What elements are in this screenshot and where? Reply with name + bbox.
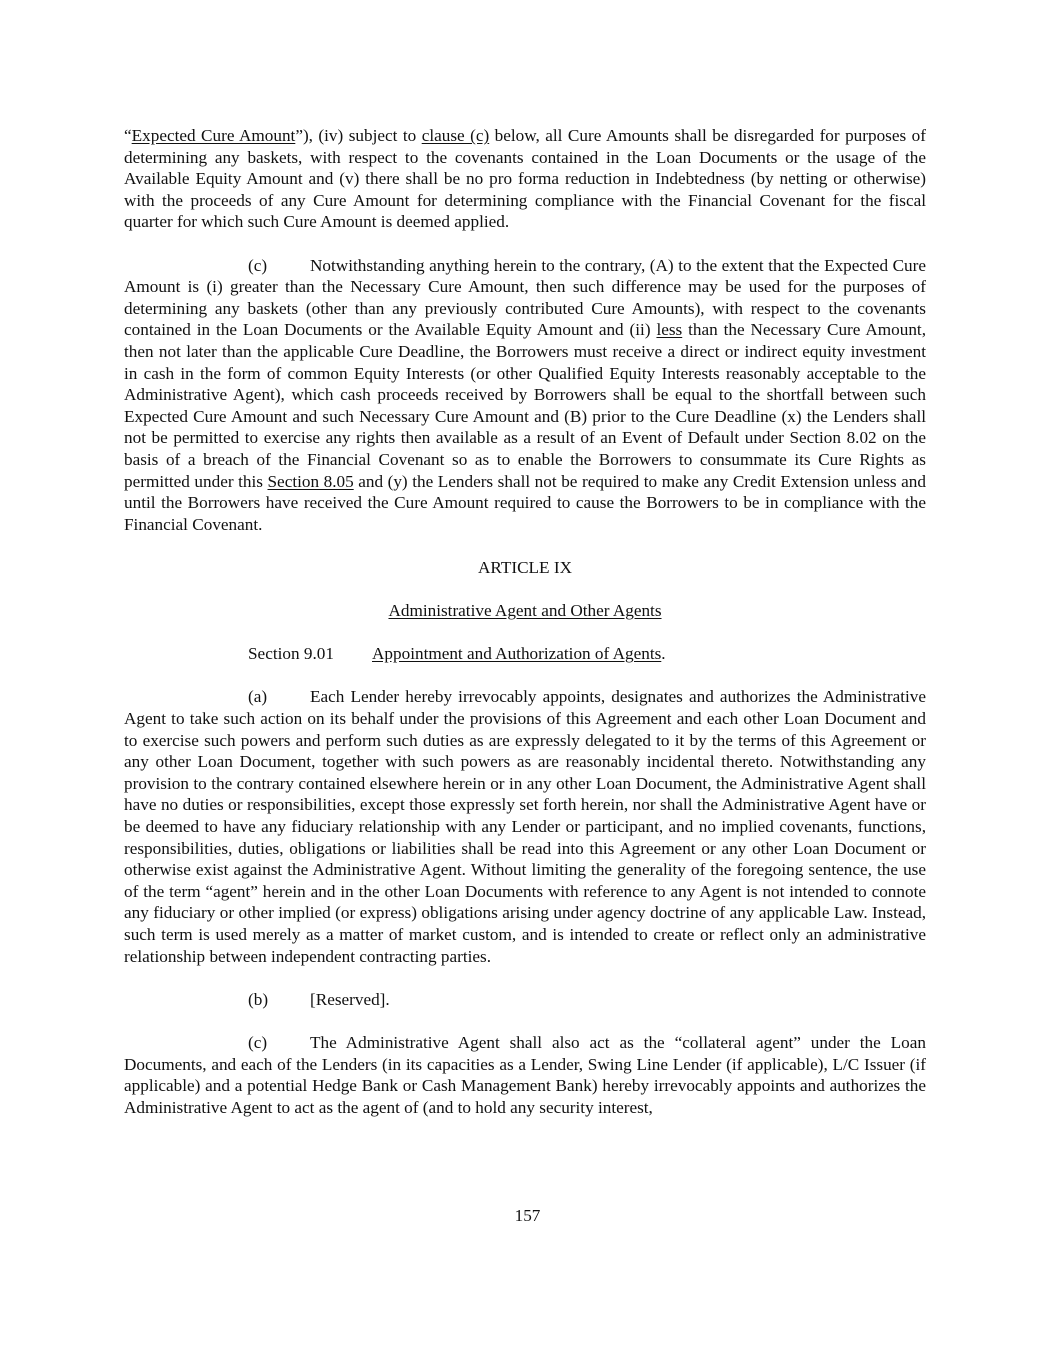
clause-c-reference: clause (c): [421, 126, 490, 145]
paragraph-label-a: (a): [248, 687, 268, 707]
section-heading: Section 9.01 Appointment and Authorization of Agents.: [248, 644, 666, 664]
section-title: Appointment and Authorization of Agents: [372, 644, 662, 664]
section-8-05-reference: Section 8.05: [267, 471, 354, 491]
paragraph-label-b: (b): [248, 989, 269, 1009]
paragraph-a-appointment: (a) Each Lender hereby irrevocably appoints, designates and authorizes the Administrative Agent to take such action on its behalf under the provisions of this Agreement and each other Loan Document and to exercise such powers and perform such duties as are expressly delegated to it by the terms of this Agreement or any other Loan Document, together with such powers as are reasonably incidental thereto. Notwithstanding any provision to the contrary contained elsewhere herein or in any other Loan Document, the Administrative Agent shall have no duties or responsibilities, except those expressly set forth herein, nor shall the Administrative Agent have or be deemed to have any fiduciary relationship with any Lender or participant, and no implied covenants, functions, responsibilities, duties, obligations or liabilities shall be read into this Agreement or any other Loan Document or otherwise exist against the Administrative Agent. Without limiting the generality of the foregoing sentence, the use of the term “agent” herein and in the other Loan Documents with reference to any Agent is not intended to connote any fiduciary or other implied (or express) obligations arising under agency doctrine of any applicable Law. Instead, such term is used merely as a matter of market custom, and is intended to create or reflect only an administrative relationship between independent contracting parties.: [124, 687, 926, 966]
paragraph-cure-amount-continuation: “Expected Cure Amount”), (iv) subject to clause (c) below, all Cure Amounts shall be disregarded for purposes of determining any baskets, with respect to the covenants contained in the Loan Documents or the usage of the Available Equity Amount and (v) there shall be no pro forma reduction in Indebtedness (by netting or otherwise) with the proceeds of any Cure Amount for determining compliance with the Financial Covenant for the fiscal quarter for which such Cure Amount is deemed applied.: [124, 126, 926, 232]
underlined-less: less: [656, 320, 683, 340]
page-number: 157: [514, 1206, 541, 1225]
paragraph-c-collateral-agent: (c) The Administrative Agent shall also act as the “collateral agent” under the Loan Documents, and each of the Lenders (in its capacities as a Lender, Swing Line Lender (if applicable), L/C Issuer (if applicable) and a potential Hedge Bank or Cash Management Bank) hereby irrevocably appoints and authorizes the Administrative Agent to act as the agent of (and to hold any security interest,: [124, 1032, 926, 1117]
defined-term-expected-cure-amount: Expected Cure Amount: [131, 126, 296, 145]
section-number: Section 9.01: [248, 644, 334, 664]
paragraph-label-c: (c): [248, 255, 268, 275]
paragraph-c-notwithstanding: (c) Notwithstanding anything herein to the contrary, (A) to the extent that the Expected Cure Amount is (i) greater than the Necessary Cure Amount, then such difference may be used for the purposes of determining any baskets (other than any previously contributed Cure Amounts), with respect to the covenants contained in the Loan Documents or the Available Equity Amount and (ii) less than the Necessary Cure Amount, then not later than the applicable Cure Deadline, the Borrowers must receive a direct or indirect equity investment in cash in the form of common Equity Interests (or other Qualified Equity Interests reasonably acceptable to the Administrative Agent), which cash proceeds received by Borrowers shall be equal to the shortfall between such Expected Cure Amount and such Necessary Cure Amount and (B) prior to the Cure Deadline (x) the Lenders shall not be permitted to exercise any rights then available as a result of an Event of Default under Section 8.02 on the basis of a breach of the Financial Covenant so as to enable the Borrowers to consummate its Cure Rights as permitted under this Section 8.05 and (y) the Lenders shall not be required to make any Credit Extension unless and until the Borrowers have received the Cure Amount required to cause the Borrowers to be in compliance with the Financial Covenant.: [124, 255, 926, 534]
article-heading: ARTICLE IX: [478, 557, 572, 577]
document-page: [124, 125, 926, 1118]
paragraph-b-reserved: (b) [Reserved].: [248, 989, 390, 1009]
article-title: Administrative Agent and Other Agents: [388, 601, 662, 621]
paragraph-label-c2: (c): [248, 1032, 268, 1052]
